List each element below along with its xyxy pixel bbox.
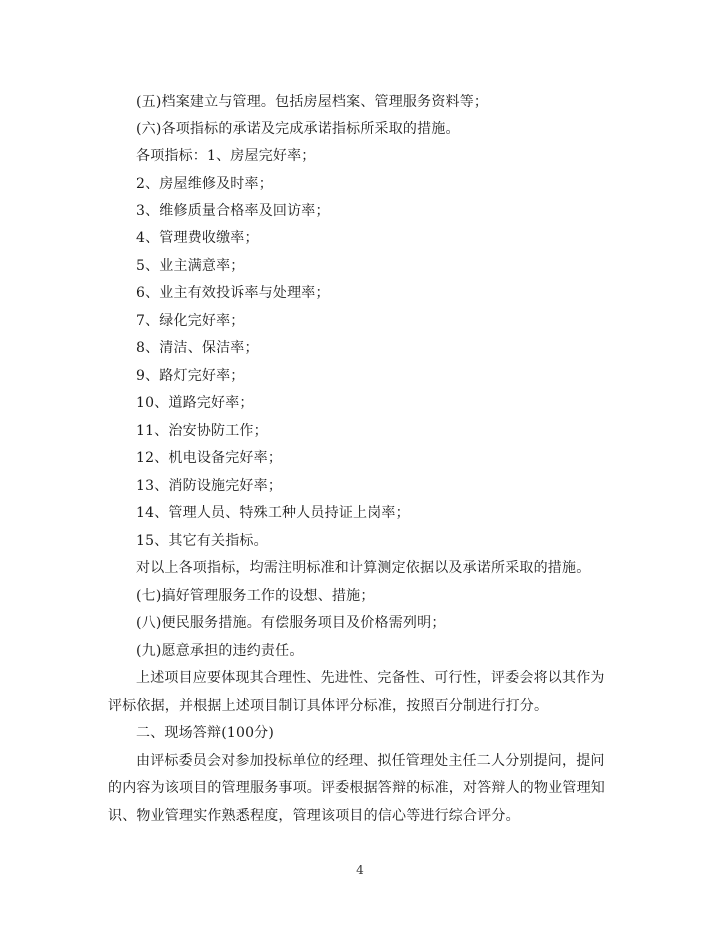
page-number: 4 bbox=[356, 863, 364, 877]
text-line: 6、业主有效投诉率与处理率； bbox=[136, 285, 330, 301]
text-line: 8、清洁、保洁率； bbox=[136, 340, 259, 356]
text-line: 二、现场答辩(100分) bbox=[136, 725, 275, 741]
text-line: (五)档案建立与管理。包括房屋档案、管理服务资料等； bbox=[136, 94, 489, 110]
text-line: 各项指标：1、房屋完好率； bbox=[136, 148, 316, 164]
text-line: 上述项目应要体现其合理性、先进性、完备性、可行性，评委会将以其作为 bbox=[136, 670, 605, 686]
text-line: 4、管理费收缴率； bbox=[136, 230, 259, 246]
text-line: 7、绿化完好率； bbox=[136, 313, 245, 329]
text-line: 9、路灯完好率； bbox=[136, 368, 245, 384]
text-line: 评标依据，并根据上述项目制订具体评分标准，按照百分制进行打分。 bbox=[108, 698, 549, 714]
text-line: 14、管理人员、特殊工种人员持证上岗率； bbox=[136, 505, 410, 521]
text-line: 对以上各项指标，均需注明标准和计算测定依据以及承诺所采取的措施。 bbox=[136, 560, 591, 576]
text-line: 识、物业管理实作熟悉程度，管理该项目的信心等进行综合评分。 bbox=[108, 808, 520, 824]
text-line: 5、业主满意率； bbox=[136, 258, 245, 274]
text-line: 的内容为该项目的管理服务事项。评委根据答辩的标准，对答辩人的物业管理知 bbox=[108, 780, 605, 796]
text-line: 10、道路完好率； bbox=[136, 395, 254, 411]
text-line: 13、消防设施完好率； bbox=[136, 478, 283, 494]
text-line: (八)便民服务措施。有偿服务项目及价格需列明； bbox=[136, 615, 446, 631]
text-line: 15、其它有关指标。 bbox=[136, 533, 268, 549]
text-line: 12、机电设备完好率； bbox=[136, 450, 283, 466]
text-line: (六)各项指标的承诺及完成承诺指标所采取的措施。 bbox=[136, 121, 460, 137]
text-line: 11、治安协防工作； bbox=[136, 423, 268, 439]
text-line: 2、房屋维修及时率； bbox=[136, 176, 273, 192]
text-line: 3、维修质量合格率及回访率； bbox=[136, 203, 330, 219]
text-line: (七)搞好管理服务工作的设想、措施； bbox=[136, 588, 375, 604]
text-line: 由评标委员会对参加投标单位的经理、拟任管理处主任二人分别提问，提问 bbox=[136, 753, 605, 769]
text-line: (九)愿意承担的违约责任。 bbox=[136, 643, 304, 659]
